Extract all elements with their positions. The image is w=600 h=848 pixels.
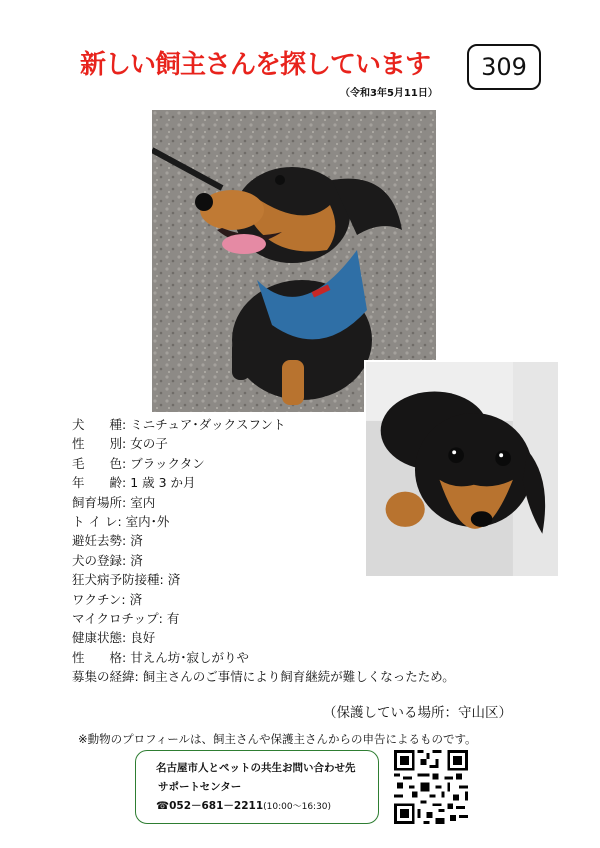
profile-row-breed: 犬 種: ミニチュア･ダックスフント bbox=[72, 417, 286, 432]
issue-date: （令和3年5月11日） bbox=[340, 88, 438, 99]
profile-row-health: 健康状態: 良好 bbox=[72, 630, 156, 646]
contact-phone-line bbox=[156, 797, 378, 817]
profile-row-housing: 飼育場所: 室内 bbox=[72, 494, 156, 510]
profile-row-vaccine: ワクチン: 済 bbox=[72, 591, 143, 607]
shelter-location: （保護している場所：守山区） bbox=[323, 705, 512, 721]
profile-row-sex: 性 別: 女の子 bbox=[72, 436, 168, 452]
profile-row-toilet: ト イ レ: 室内･外 bbox=[72, 514, 170, 530]
qr-code[interactable] bbox=[394, 750, 468, 824]
contact-organization: 名古屋市人とペットの共生お問い合わせ先 bbox=[156, 762, 356, 774]
contact-box bbox=[135, 750, 379, 824]
profile-row-age: 年 齢: 1 歳 3 か月 bbox=[72, 475, 196, 491]
page-title: 新しい飼主さんを探しています bbox=[80, 50, 431, 80]
listing-number: 309 bbox=[467, 44, 541, 90]
contact-phone: ☎052－681－2211 bbox=[156, 800, 264, 812]
profile-disclaimer: ※動物のプロフィールは、飼主さんや保護主さんからの申告によるものです。 bbox=[78, 732, 477, 746]
contact-hours: (10:00～16:30) bbox=[263, 802, 332, 812]
profile-row-color: 毛 色: ブラックタン bbox=[72, 455, 205, 471]
profile-row-personality: 性 格: 甘えん坊･寂しがりや bbox=[72, 649, 249, 665]
profile-row-registration: 犬の登録: 済 bbox=[72, 552, 143, 568]
contact-center: サポートセンター bbox=[158, 781, 242, 793]
profile-row-microchip: マイクロチップ: 有 bbox=[72, 611, 180, 627]
profile-row-reason: 募集の経緯: 飼主さんのご事情により飼育継続が難しくなったため。 bbox=[72, 669, 455, 685]
profile-row-rabies: 狂犬病予防接種: 済 bbox=[72, 572, 181, 588]
dog-profile bbox=[72, 415, 532, 687]
profile-row-spay: 避妊去勢: 済 bbox=[72, 533, 143, 549]
